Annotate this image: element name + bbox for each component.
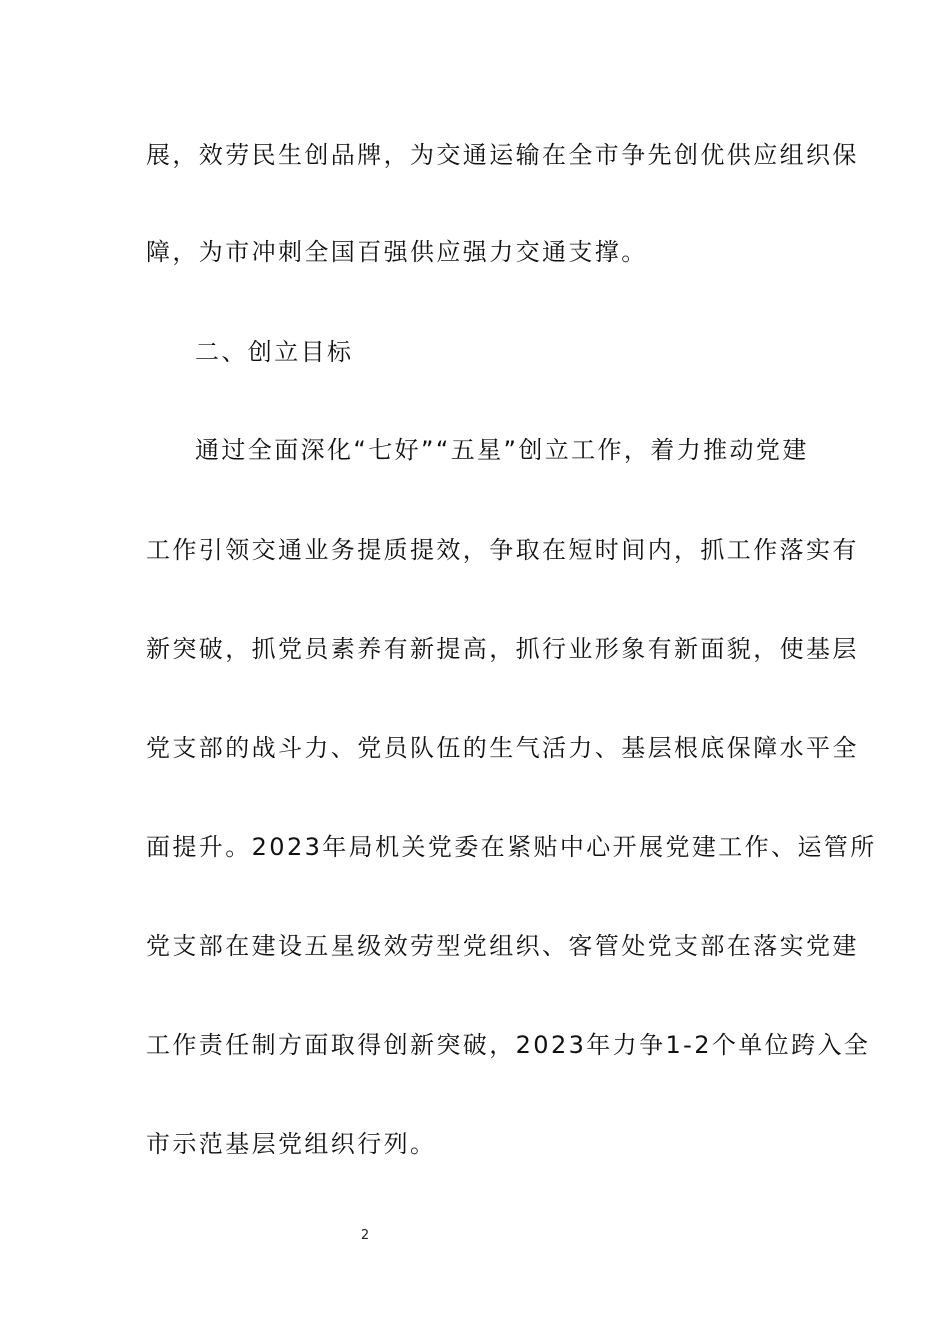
paragraph-line: 工作责任制方面取得创新突破，2023年力争1-2个单位跨入全 [146, 1031, 871, 1059]
paragraph-line: 党支部的战斗力、党员队伍的生气活力、基层根底保障水平全 [146, 734, 859, 762]
paragraph-line: 党支部在建设五星级效劳型党组织、客管处党支部在落实党建 [146, 932, 859, 960]
paragraph-line: 障，为市冲刺全国百强供应强力交通支撑。 [146, 238, 648, 266]
paragraph-line: 市示范基层党组织行列。 [146, 1130, 437, 1158]
section-heading: 二、创立目标 [195, 338, 354, 366]
paragraph-line: 通过全面深化“七好”“五星”创立工作，着力推动党建 [195, 436, 809, 464]
paragraph-line: 新突破，抓党员素养有新提高，抓行业形象有新面貌，使基层 [146, 635, 859, 663]
paragraph-line: 展，效劳民生创品牌，为交通运输在全市争先创优供应组织保 [146, 141, 859, 169]
paragraph-line: 工作引领交通业务提质提效，争取在短时间内，抓工作落实有 [146, 536, 859, 564]
page-number: 2 [360, 1228, 370, 1243]
paragraph-line: 面提升。2023年局机关党委在紧贴中心开展党建工作、运管所 [146, 833, 877, 861]
